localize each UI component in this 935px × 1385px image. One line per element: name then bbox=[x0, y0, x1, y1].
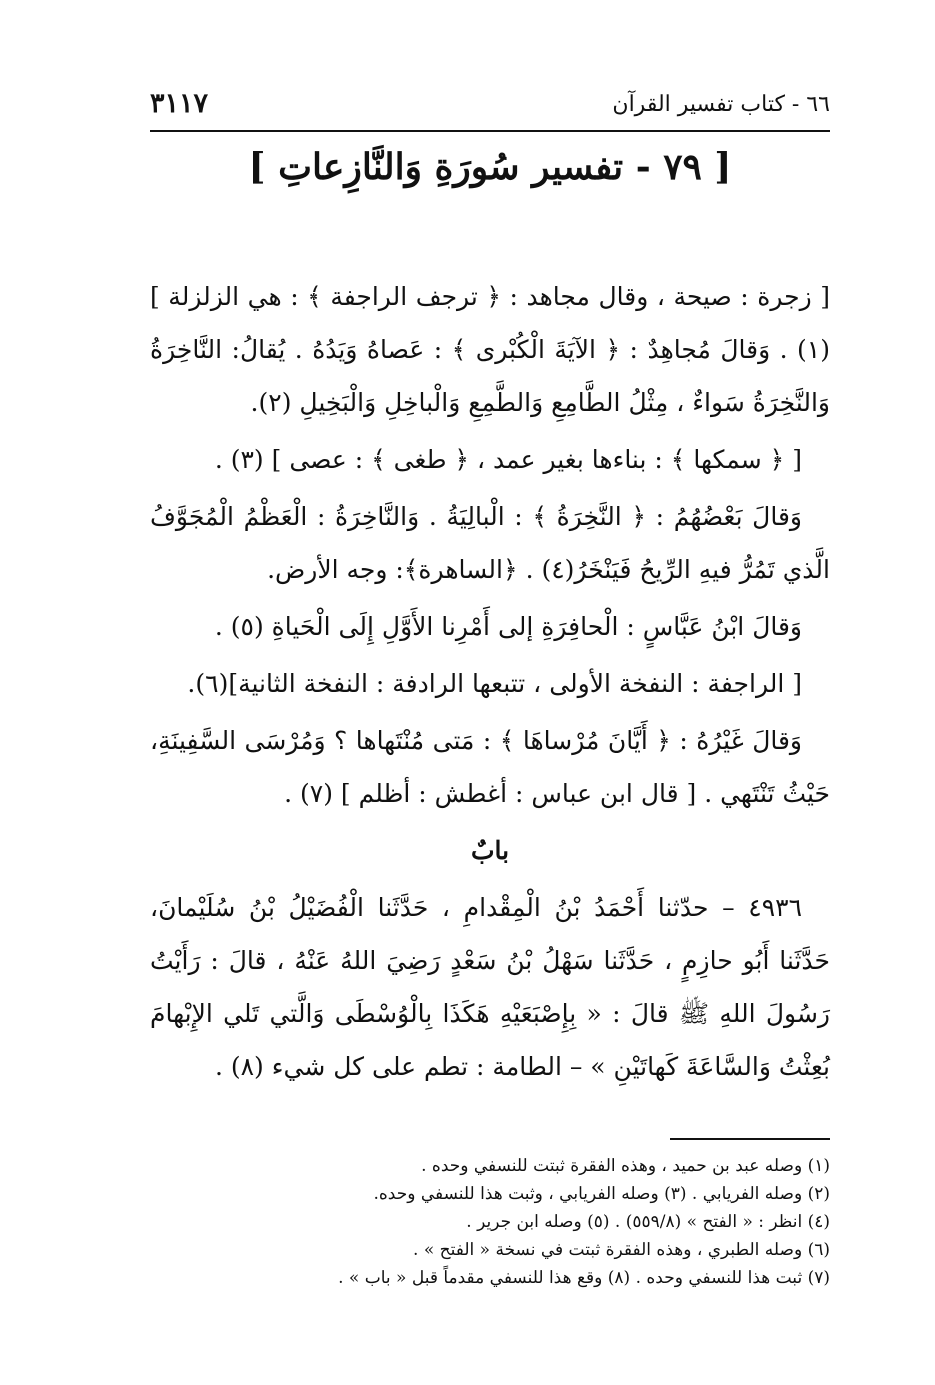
chapter-heading-bab: بابٌ bbox=[470, 836, 510, 865]
footnote-line: (٢) وصله الفريابي . (٣) وصله الفريابي ، وثبت هذا للنسفي وحده. bbox=[373, 1184, 830, 1204]
paragraph-intro: [ زجرة : صيحة ، وقال مجاهد : ﴿ ترجف الراجفة ﴾ : هي الزلزلة ] (١) . وَقالَ مُجاهِدٌ : ﴿ الآيَةَ الْكُبْرى ﴾ : عَصاهُ وَيَدُهُ . يُقالُ: النَّاخِرَةُ وَالنَّخِرَةُ سَواءٌ ، مِثْلُ الطَّامِعِ وَالطَّمِعِ وَالْباخِلِ وَالْبَخِيلِ (٢). bbox=[150, 282, 830, 417]
footnote-line: (٦) وصله الطبري ، وهذه الفقرة ثبتت في نسخة « الفتح » . bbox=[413, 1240, 830, 1260]
main-text bbox=[150, 270, 830, 1097]
header-rule bbox=[150, 130, 830, 132]
paragraph-nakhira: وَقالَ بَعْضُهُمُ : ﴿ النَّخِرَةُ ﴾ : الْبالِيَةُ . وَالنَّاخِرَةُ : الْعَظْمُ الْمُجَوَّفُ الَّذي تَمُرُّ فيهِ الرِّيحُ فَيَنْخَرُ(٤) . ﴿الساهرة﴾: وجه الأرض. bbox=[150, 502, 830, 584]
running-header bbox=[150, 88, 830, 128]
footnote-line: (٧) ثبت هذا للنسفي وحده . (٨) وقع هذا للنسفي مقدماً قبل « باب » . bbox=[338, 1268, 830, 1288]
footnotes bbox=[150, 1152, 830, 1292]
footnote-rule bbox=[670, 1138, 830, 1140]
running-title: ٦٦ - كتاب تفسير القرآن bbox=[612, 92, 830, 117]
paragraph-samkaha: [ ﴿ سمكها ﴾ : بناءها بغير عمد ، ﴿ طغى ﴾ : عصى ] (٣) . bbox=[214, 445, 802, 474]
surah-title: [ ٧٩ - تفسير سُورَةِ وَالنَّازِعاتِ ] bbox=[248, 146, 732, 188]
hadith-4936: ٤٩٣٦ – حدّثنا أَحْمَدُ بْنُ الْمِقْدامِ ، حَدَّثَنا الْفُضَيْلُ بْنُ سُلَيْمانَ، حَدَّثَنا أَبُو حازِمٍ ، حَدَّثَنا سَهْلُ بْنُ سَعْدٍ رَضِيَ اللهُ عَنْهُ ، قالَ : رَأَيْتُ رَسُولَ اللهِ ﷺ قالَ : « بِإِصْبَعَيْهِ هَكَذَا بِالْوُسْطَى وَالَّتي تَلي الإِبْهامَ بُعِثْتُ وَالسَّاعَةَ كَهاتَيْنِ » – الطامة : تطم على كل شيء (٨) . bbox=[150, 893, 830, 1081]
paragraph-ibn-abbas: وَقالَ ابْنُ عَبَّاسٍ : الْحافِرَةِ إلى أَمْرِنا الأَوَّلِ إِلَى الْحَياةِ (٥) . bbox=[214, 612, 802, 641]
footnote-line: (١) وصله عبد بن حميد ، وهذه الفقرة ثبتت للنسفي وحده . bbox=[421, 1156, 830, 1176]
page-number: ٣١١٧ bbox=[150, 88, 209, 119]
paragraph-rajifa: [ الراجفة : النفخة الأولى ، تتبعها الرادفة : النفخة الثانية](٦). bbox=[187, 669, 802, 698]
paragraph-ayyana: وَقالَ غَيْرُهُ : ﴿ أَيَّانَ مُرْساهَا ﴾ : مَتى مُنْتَهاها ؟ وَمُرْسَى السَّفِينَةِ، حَيْثُ تَنْتَهي . [ قال ابن عباس : أغطش : أظلم ] (٧) . bbox=[150, 726, 830, 808]
footnote-line: (٤) انظر : « الفتح » (٥٥٩/٨) . (٥) وصله ابن جرير . bbox=[466, 1212, 830, 1232]
